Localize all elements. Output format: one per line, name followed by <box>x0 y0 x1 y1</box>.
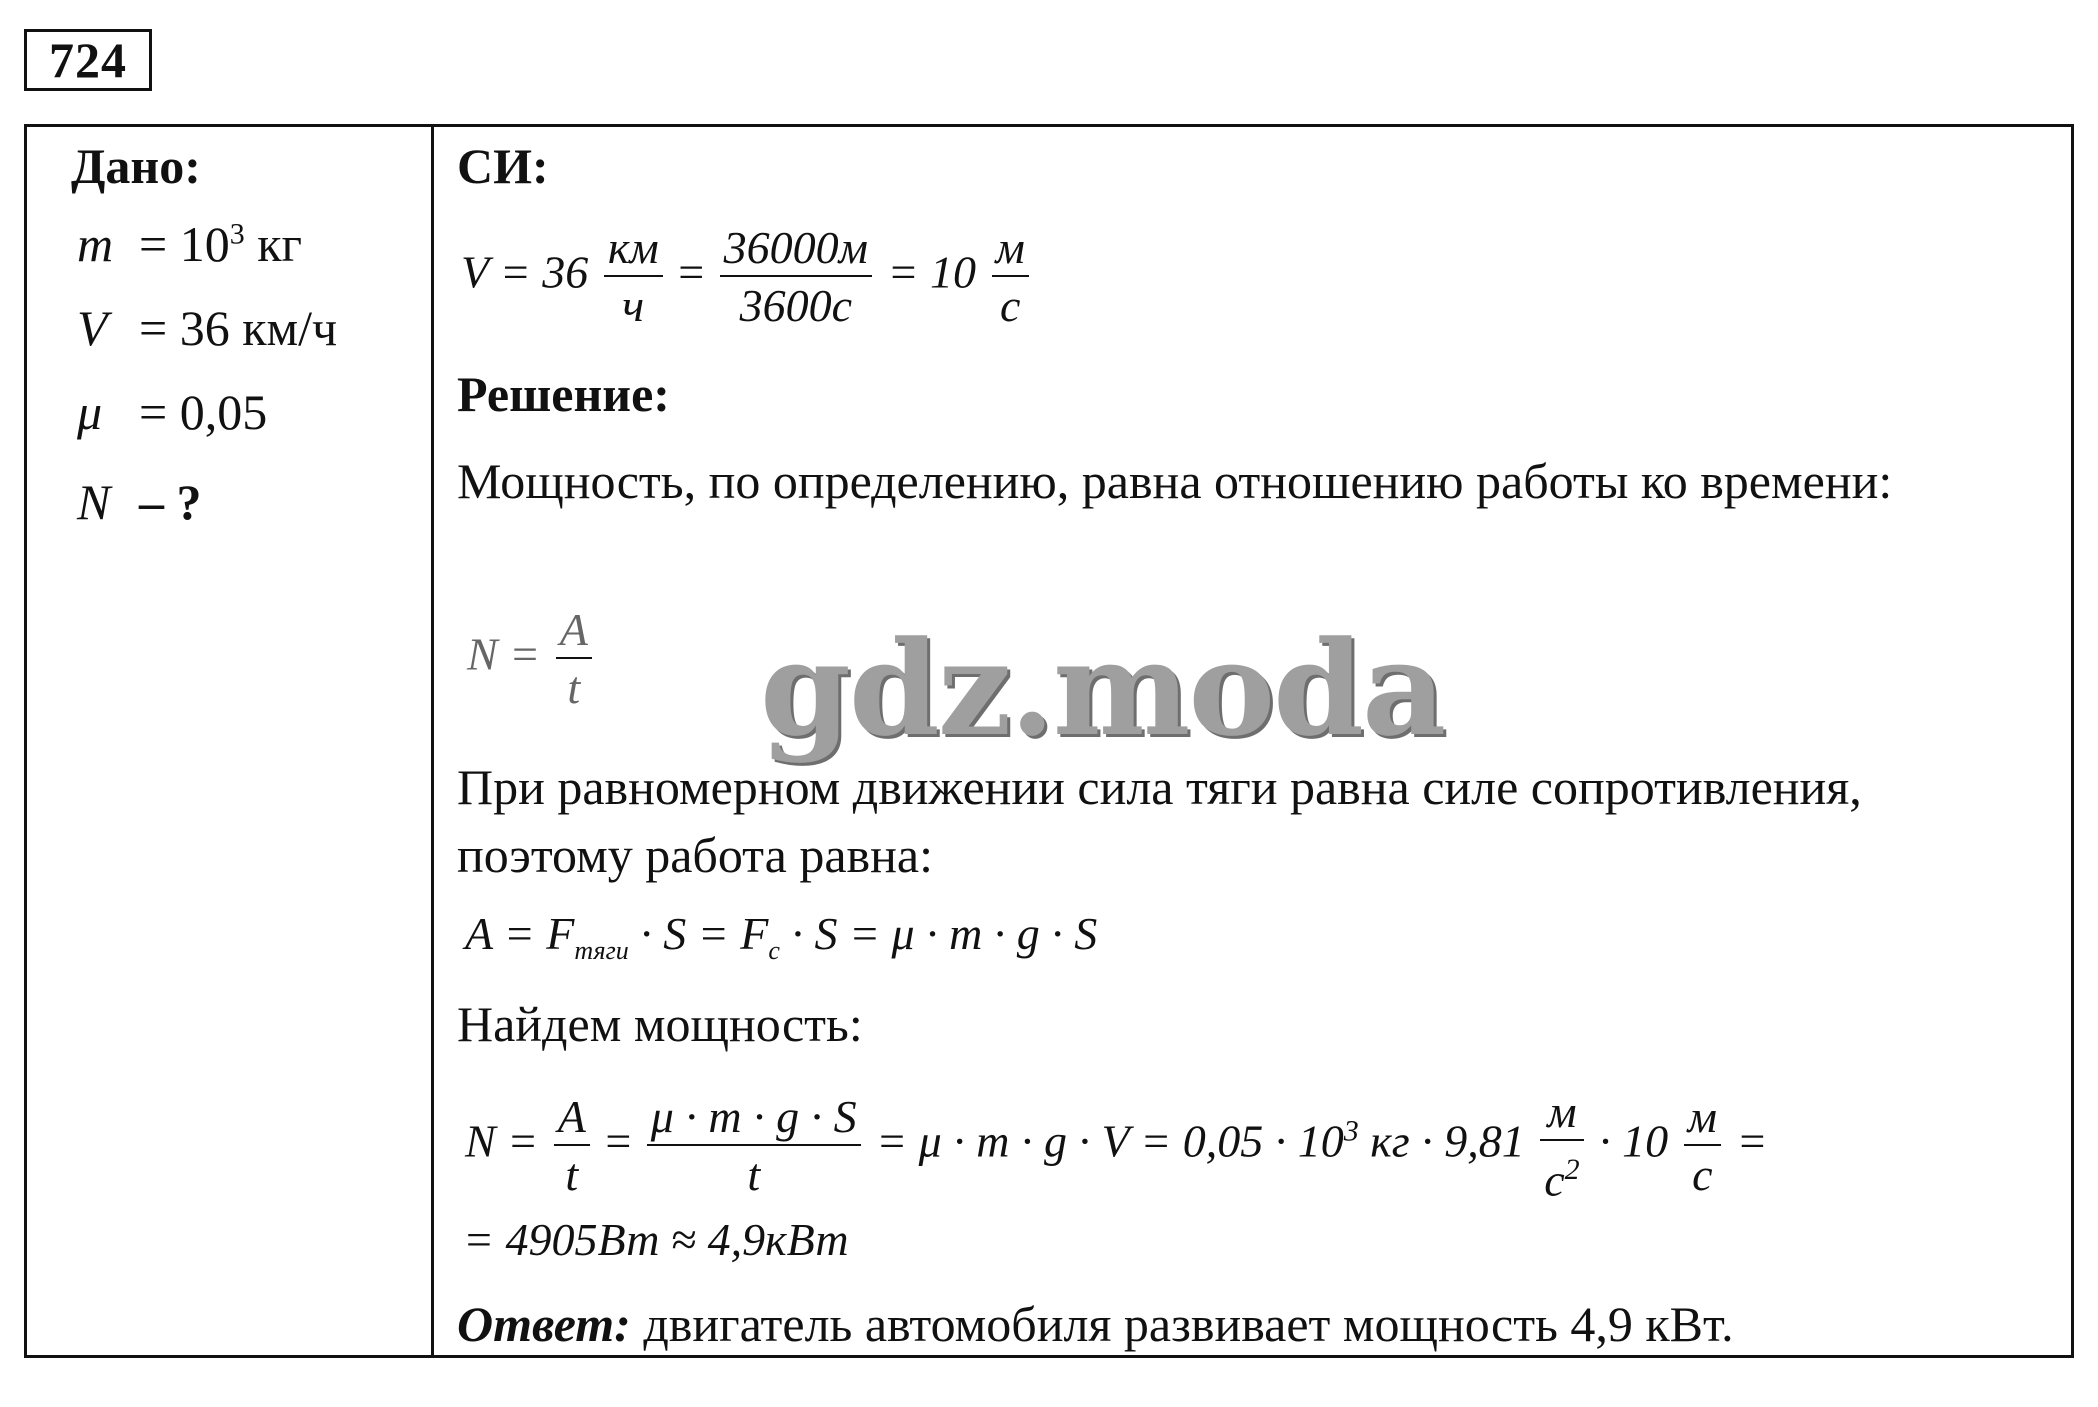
si-heading: СИ: <box>457 138 549 194</box>
fraction-m-s: $\frac{м}{с}$ <box>992 223 1029 331</box>
si-conversion: V = 36 $\frac{км}{ч}$ = $\frac{36000м}{3600с}$ = 10 $\frac{м}{с}$ <box>461 223 1033 331</box>
answer: Ответ: двигатель автомобиля развивает мощность 4,9 кВт. <box>457 1296 1734 1352</box>
uniform-motion-text: При равномерном движении сила тяги равна силе сопротивления, поэтому работа равна: <box>457 759 1862 883</box>
power-formula: N = $\frac{A}{t}$ <box>467 605 596 713</box>
find-power-text: Найдем мощность: <box>457 996 863 1052</box>
watermark: gdz.moda <box>760 612 1445 765</box>
fraction-km-h: $\frac{км}{ч}$ <box>604 223 663 331</box>
solution-heading: Решение: <box>457 366 670 422</box>
given-heading: Дано: <box>71 138 201 194</box>
work-formula: $A = F_{тяги} \cdot S = F_с \cdot S = \mu \cdot m \cdot g \cdot S$ <box>465 908 1098 966</box>
given-friction: μ = 0,05 <box>77 384 268 440</box>
definition-text: Мощность, по определению, равна отношению работы ко времени: <box>457 453 1893 509</box>
power-calculation: N = $\frac{A}{t}$ = $\frac{\mu \cdot m \cdot g \cdot S}{t}$ = $\mu \cdot m \cdot g \cdot V = 0,05 \cdot 10^3$ кг · 9,81 $\frac{м}{с^2}$ · 10 $\frac{м}{с}$ = <box>465 1086 1768 1206</box>
given-velocity: V = 36 км/ч <box>77 300 338 356</box>
given-unknown: N – ? <box>77 474 202 530</box>
column-divider <box>431 127 434 1355</box>
power-result: = 4905Вт ≈ 4,9кВт <box>463 1214 849 1265</box>
problem-number: 724 <box>24 29 152 91</box>
given-mass: $m = 10^3$ кг <box>77 216 303 272</box>
fraction-m-s-raw: $\frac{36000м}{3600с}$ <box>720 223 872 331</box>
